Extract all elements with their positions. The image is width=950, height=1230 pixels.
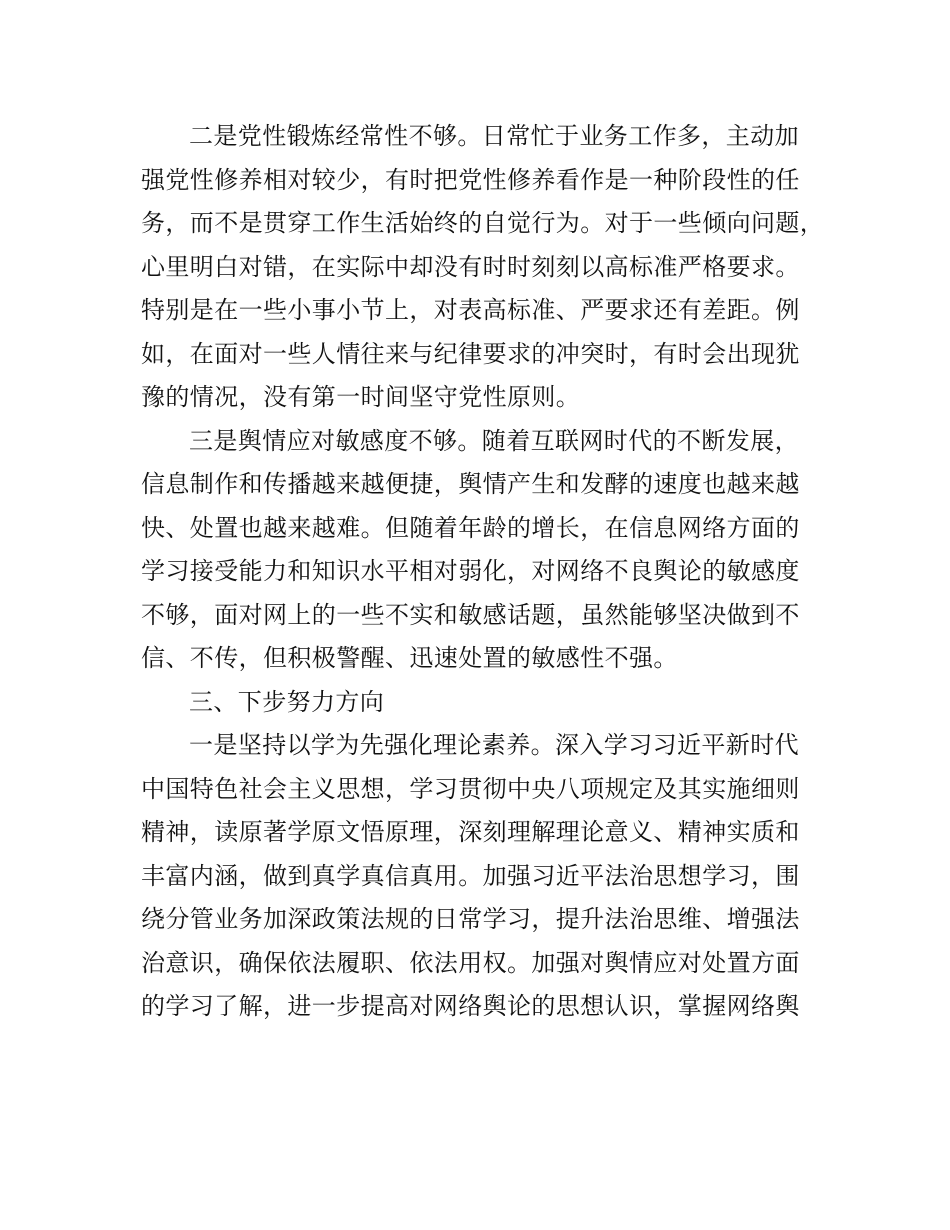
paragraph-line: 学习接受能力和知识水平相对弱化，对网络不良舆论的敏感度 xyxy=(141,557,800,585)
paragraph-line: 二是党性锻炼经常性不够。日常忙于业务工作多，主动加 xyxy=(189,122,799,150)
paragraph-line: 精神，读原著学原文悟原理，深刻理解理论意义、精神实质和 xyxy=(141,818,800,846)
paragraph-line: 的学习了解，进一步提高对网络舆论的思想认识，掌握网络舆 xyxy=(141,992,800,1020)
paragraph-line: 信息制作和传播越来越便捷，舆情产生和发酵的速度也越来越 xyxy=(141,470,800,498)
paragraph-line: 信、不传，但积极警醒、迅速处置的敏感性不强。 xyxy=(141,644,678,672)
paragraph-line: 治意识，确保依法履职、依法用权。加强对舆情应对处置方面 xyxy=(141,948,800,977)
paragraph-line: 心里明白对错，在实际中却没有时时刻刻以高标准严格要求。 xyxy=(141,252,800,281)
paragraph-line: 特别是在一些小事小节上，对表高标准、严要求还有差距。例 xyxy=(141,296,800,324)
paragraph-line: 强党性修养相对较少，有时把党性修养看作是一种阶段性的任 xyxy=(141,165,800,194)
paragraph-line: 中国特色社会主义思想，学习贯彻中央八项规定及其实施细则 xyxy=(141,774,800,803)
paragraph-line: 绕分管业务加深政策法规的日常学习，提升法治思维、增强法 xyxy=(141,905,800,933)
section-heading: 三、下步努力方向 xyxy=(189,687,385,716)
paragraph-line: 豫的情况，没有第一时间坚守党性原则。 xyxy=(141,383,581,411)
paragraph-line: 丰富内涵，做到真学真信真用。加强习近平法治思想学习，围 xyxy=(141,861,800,890)
paragraph-line: 一是坚持以学为先强化理论素养。深入学习习近平新时代 xyxy=(189,731,799,759)
paragraph-line: 不够，面对网上的一些不实和敏感话题，虽然能够坚决做到不 xyxy=(141,600,800,629)
paragraph-line: 快、处置也越来越难。但随着年龄的增长，在信息网络方面的 xyxy=(141,513,800,542)
document-body xyxy=(141,115,841,1029)
paragraph-line: 三是舆情应对敏感度不够。随着互联网时代的不断发展， xyxy=(189,426,799,455)
paragraph-line: 如，在面对一些人情往来与纪律要求的冲突时，有时会出现犹 xyxy=(141,339,800,368)
paragraph-line: 务，而不是贯穿工作生活始终的自觉行为。对于一些倾向问题， xyxy=(141,209,825,237)
